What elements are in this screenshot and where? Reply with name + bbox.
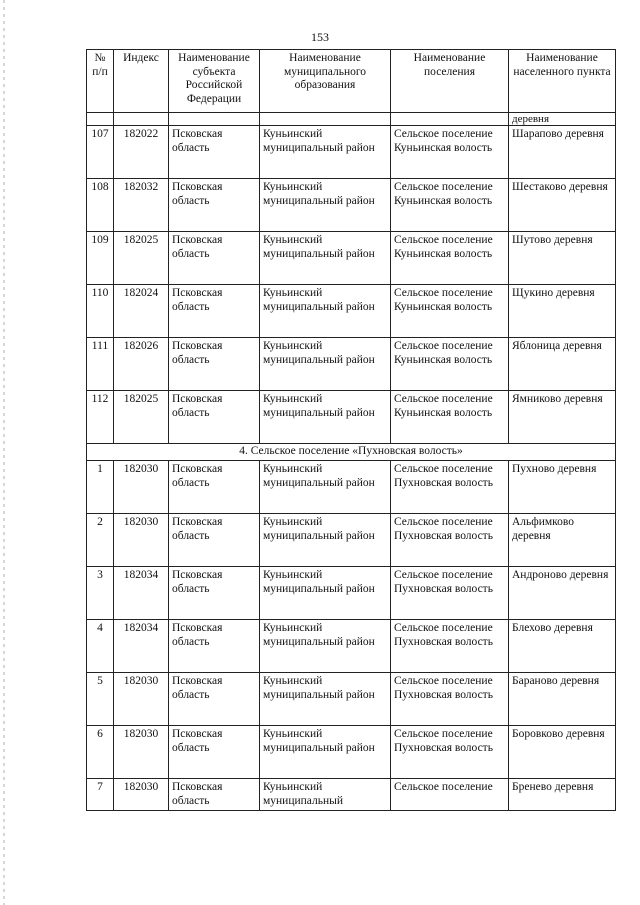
row-locality: Пухново деревня [509,461,616,514]
row-index: 182034 [114,567,169,620]
row-index: 182030 [114,514,169,567]
row-index: 182026 [114,338,169,391]
row-index: 182022 [114,126,169,179]
row-municipality: Куньинский муниципальный район [260,285,391,338]
row-num: 3 [87,567,114,620]
table-row [87,338,616,391]
row-municipality: Куньинский муниципальный район [260,391,391,444]
row-settlement: Сельское поселение Пухновская волость [391,567,509,620]
row-subject: Псковская область [169,391,260,444]
row-locality: Альфимково деревня [509,514,616,567]
header-locality: Наименование населенного пункта [509,50,616,113]
section-title: 4. Сельское поселение «Пухновская волость» [87,444,616,461]
table-row [87,179,616,232]
row-locality: Боровково деревня [509,726,616,779]
row-locality: Ямниково деревня [509,391,616,444]
row-settlement: Сельское поселение [391,779,509,811]
header-num: № п/п [87,50,114,113]
row-municipality: Куньинский муниципальный район [260,514,391,567]
table-row [87,391,616,444]
row-locality: Шестаково деревня [509,179,616,232]
row-locality: Бренево деревня [509,779,616,811]
row-municipality: Куньинский муниципальный район [260,179,391,232]
table-row [87,126,616,179]
row-subject: Псковская область [169,726,260,779]
row-num: 2 [87,514,114,567]
row-municipality: Куньинский муниципальный район [260,726,391,779]
row-locality: Бараново деревня [509,673,616,726]
section-heading-row [87,444,616,461]
header-municipality: Наименование муниципального образования [260,50,391,113]
row-num: 5 [87,673,114,726]
row-settlement: Сельское поселение Пухновская волость [391,673,509,726]
table-row [87,285,616,338]
continuation-locality: деревня [509,113,616,126]
row-locality: Шарапово деревня [509,126,616,179]
header-row [87,50,616,113]
row-settlement: Сельское поселение Пухновская волость [391,620,509,673]
header-subject: Наименование субъекта Российской Федерации [169,50,260,113]
row-locality: Блехово деревня [509,620,616,673]
continuation-row [87,113,616,126]
row-index: 182024 [114,285,169,338]
table-row [87,232,616,285]
row-municipality: Куньинский муниципальный район [260,567,391,620]
table-row [87,620,616,673]
row-settlement: Сельское поселение Пухновская волость [391,514,509,567]
row-num: 112 [87,391,114,444]
table-row [87,673,616,726]
row-subject: Псковская область [169,285,260,338]
row-municipality: Куньинский муниципальный район [260,461,391,514]
row-settlement: Сельское поселение Куньинская волость [391,391,509,444]
table-row [87,726,616,779]
row-num: 7 [87,779,114,811]
row-num: 108 [87,179,114,232]
row-municipality: Куньинский муниципальный район [260,673,391,726]
row-index: 182025 [114,232,169,285]
table-row [87,461,616,514]
row-index: 182030 [114,779,169,811]
row-subject: Псковская область [169,620,260,673]
row-subject: Псковская область [169,338,260,391]
row-num: 6 [87,726,114,779]
row-settlement: Сельское поселение Куньинская волость [391,126,509,179]
header-settlement: Наименование поселения [391,50,509,113]
row-locality: Шутово деревня [509,232,616,285]
row-index: 182030 [114,673,169,726]
row-index: 182030 [114,726,169,779]
row-num: 4 [87,620,114,673]
row-index: 182032 [114,179,169,232]
header-index: Индекс [114,50,169,113]
row-settlement: Сельское поселение Пухновская волость [391,461,509,514]
row-subject: Псковская область [169,567,260,620]
row-num: 109 [87,232,114,285]
row-municipality: Куньинский муниципальный район [260,126,391,179]
row-subject: Псковская область [169,673,260,726]
page-number: 153 [311,30,329,44]
table-row-partial [87,779,616,811]
row-municipality: Куньинский муниципальный район [260,620,391,673]
row-num: 107 [87,126,114,179]
settlements-table [86,49,616,811]
row-subject: Псковская область [169,779,260,811]
row-settlement: Сельское поселение Куньинская волость [391,179,509,232]
row-locality: Яблоница деревня [509,338,616,391]
scan-edge-marks [3,0,5,905]
row-subject: Псковская область [169,461,260,514]
table-row [87,567,616,620]
row-num: 110 [87,285,114,338]
row-num: 1 [87,461,114,514]
row-index: 182034 [114,620,169,673]
row-municipality: Куньинский муниципальный [260,779,391,811]
row-subject: Псковская область [169,232,260,285]
row-settlement: Сельское поселение Куньинская волость [391,285,509,338]
row-index: 182030 [114,461,169,514]
row-subject: Псковская область [169,126,260,179]
row-settlement: Сельское поселение Пухновская волость [391,726,509,779]
row-index: 182025 [114,391,169,444]
row-settlement: Сельское поселение Куньинская волость [391,338,509,391]
row-municipality: Куньинский муниципальный район [260,338,391,391]
row-subject: Псковская область [169,514,260,567]
row-locality: Щукино деревня [509,285,616,338]
row-subject: Псковская область [169,179,260,232]
row-settlement: Сельское поселение Куньинская волость [391,232,509,285]
row-locality: Андроново деревня [509,567,616,620]
table-row [87,514,616,567]
row-municipality: Куньинский муниципальный район [260,232,391,285]
row-num: 111 [87,338,114,391]
